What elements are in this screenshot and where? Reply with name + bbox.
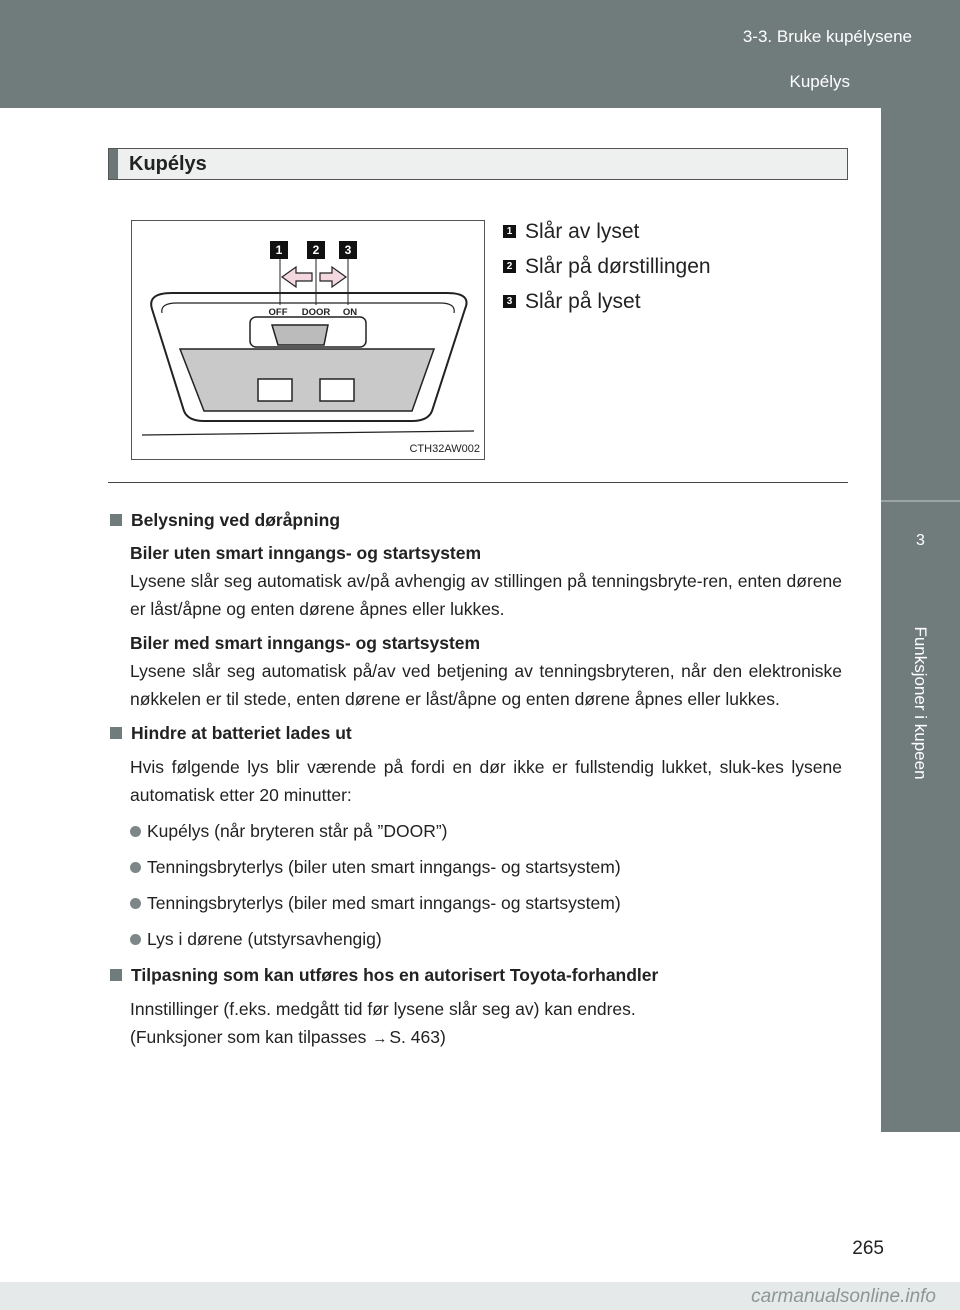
- arrow-right-icon: →: [372, 1030, 388, 1047]
- page-header: [0, 0, 960, 108]
- callout-list: [503, 214, 711, 319]
- list-item-text: Tenningsbryterlys (biler med smart inngangs- og startsystem): [147, 893, 621, 913]
- figure-badge-label: 2: [312, 243, 320, 257]
- callout-item: [503, 249, 711, 284]
- watermark: carmanualsonline.info: [751, 1286, 936, 1307]
- list-item-text: Lys i dørene (utstyrsavhengig): [147, 929, 382, 949]
- chapter-tab: [881, 108, 960, 1132]
- list-item: [110, 817, 842, 845]
- figure-badge-label: 1: [275, 243, 283, 257]
- reference-text: (Funksjoner som kan tilpasses: [130, 1027, 367, 1047]
- subsection-title: Hindre at batteriet lades ut: [131, 723, 352, 743]
- paragraph: Hvis følgende lys blir værende på fordi en dør ikke er fullstendig lukket, sluk-kes lysene automatisk etter 20 minutter:: [130, 757, 842, 805]
- section-title: Kupélys: [129, 153, 207, 175]
- list-item: [110, 925, 842, 953]
- paragraph: Lysene slår seg automatisk på/av ved betjening av tenningsbryteren, når den elektroniske nøkkelen er til stede, enten dørene er låst/åpne og enten dørene åpnes eller lukkes.: [130, 661, 842, 709]
- callout-badge: 1: [503, 225, 516, 238]
- switch-label-off: OFF: [268, 307, 288, 318]
- bullet-dot-icon: [130, 862, 141, 873]
- tab-divider: [881, 500, 960, 502]
- figure-badge-label: 3: [344, 243, 352, 257]
- chapter-number: 3: [916, 532, 925, 549]
- paragraph-reference: [110, 1023, 842, 1053]
- paragraph: Lysene slår seg automatisk av/på avhengig av stillingen på tenningsbryte-ren, enten dørene er låst/åpne og enten dørene åpnes eller lukkes.: [130, 571, 842, 619]
- bullet-dot-icon: [130, 898, 141, 909]
- paragraph-heading: Biler med smart inngangs- og startsystem: [130, 633, 481, 653]
- section-heading: 3-3. Bruke kupélysene: [742, 27, 912, 46]
- bullet-dot-icon: [130, 934, 141, 945]
- section-title-bar: [108, 148, 848, 180]
- title-accent: [109, 149, 118, 179]
- switch-label-door: DOOR: [301, 307, 331, 318]
- square-bullet-icon: [110, 727, 122, 739]
- figure-code: CTH32AW002: [409, 443, 480, 455]
- page-reference-link[interactable]: S. 463): [389, 1027, 446, 1047]
- callout-text: Slår på lyset: [525, 289, 641, 313]
- paragraph-heading: Biler uten smart inngangs- og startsystem: [130, 543, 482, 563]
- subsection-heading: [110, 961, 842, 989]
- callout-text: Slår på dørstillingen: [525, 254, 711, 278]
- callout-badge: 2: [503, 260, 516, 273]
- subsection-title: Belysning ved døråpning: [131, 510, 341, 530]
- bullet-dot-icon: [130, 826, 141, 837]
- body-text: [110, 506, 842, 1053]
- square-bullet-icon: [110, 514, 122, 526]
- subsection-heading: [110, 719, 842, 747]
- list-item: [110, 853, 842, 881]
- interior-light-figure: [131, 220, 485, 460]
- callout-text: Slår av lyset: [525, 219, 640, 243]
- paragraph: Innstillinger (f.eks. medgått tid før lysene slår seg av) kan endres.: [130, 999, 636, 1019]
- page-footer: [0, 1282, 960, 1310]
- interior-light-illustration: [132, 221, 484, 459]
- callout-item: [503, 284, 711, 319]
- list-item-text: Tenningsbryterlys (biler uten smart inngangs- og startsystem): [147, 857, 621, 877]
- section-divider: [108, 482, 848, 483]
- callout-item: [503, 214, 711, 249]
- chapter-label: Funksjoner i kupeen: [911, 626, 930, 780]
- callout-badge: 3: [503, 295, 516, 308]
- switch-label-on: ON: [342, 307, 358, 318]
- page-number: 265: [852, 1238, 884, 1259]
- square-bullet-icon: [110, 969, 122, 981]
- subsection-heading: Kupélys: [789, 72, 850, 91]
- list-item-text: Kupélys (når bryteren står på ”DOOR”): [147, 821, 448, 841]
- subsection-heading: [110, 506, 842, 534]
- subsection-title: Tilpasning som kan utføres hos en autorisert Toyota-forhandler: [131, 965, 659, 985]
- list-item: [110, 889, 842, 917]
